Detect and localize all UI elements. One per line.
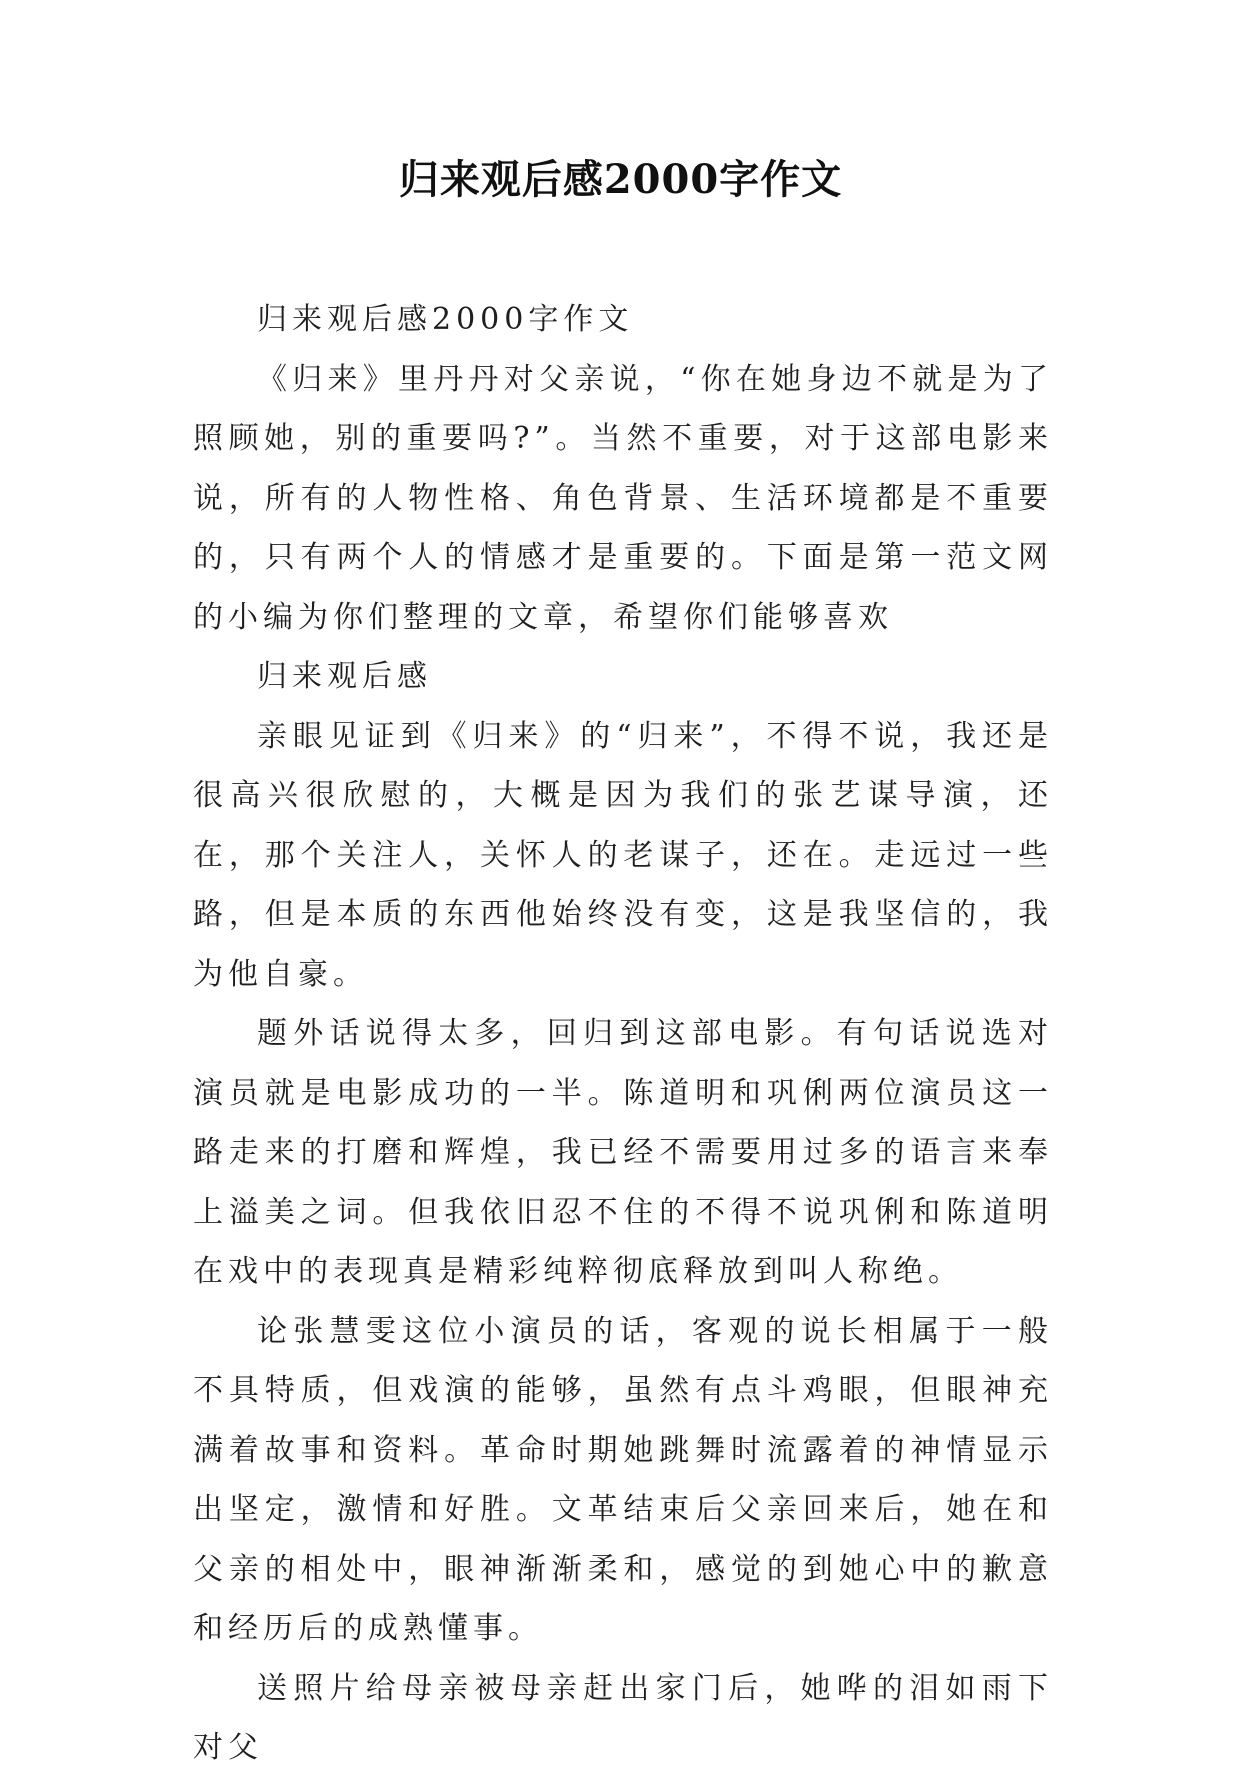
paragraph-body: 论张慧雯这位小演员的话，客观的说长相属于一般不具特质，但戏演的能够，虽然有点斗鸡眼，但眼神充满着故事和资料。革命时期她跳舞时流露着的神情显示出坚定，激情和好胜。文革结束后父亲回来后，她在和父亲的相处中，眼神渐渐柔和，感觉的到她心中的歉意和经历后的成熟懂事。 <box>193 1313 1053 1646</box>
paragraph-subtitle: 归来观后感2000字作文 <box>257 302 634 337</box>
paragraph-section-heading: 归来观后感 <box>257 659 432 694</box>
paragraph-body: 送照片给母亲被母亲赶出家门后，她哗的泪如雨下对父 <box>193 1670 1053 1765</box>
document-title: 归来观后感2000字作文 <box>398 156 843 203</box>
paragraph-body: 题外话说得太多，回归到这部电影。有句话说选对演员就是电影成功的一半。陈道明和巩俐两位演员这一路走来的打磨和辉煌，我已经不需要用过多的语言来奉上溢美之词。但我依旧忍不住的不得不说巩俐和陈道明在戏中的表现真是精彩纯粹彻底释放到叫人称绝。 <box>193 1016 1053 1289</box>
paragraph-body: 亲眼见证到《归来》的“归来”，不得不说，我还是很高兴很欣慰的，大概是因为我们的张艺谋导演，还在，那个关注人，关怀人的老谋子，还在。走远过一些路，但是本质的东西他始终没有变，这是我坚信的，我为他自豪。 <box>193 718 1053 992</box>
paragraph-intro: 《归来》里丹丹对父亲说，“你在她身边不就是为了照顾她，别的重要吗?”。当然不重要，对于这部电影来说，所有的人物性格、角色背景、生活环境都是不重要的，只有两个人的情感才是重要的。下面是第一范文网的小编为你们整理的文章，希望你们能够喜欢 <box>193 361 1053 635</box>
document-body <box>193 290 1053 1778</box>
